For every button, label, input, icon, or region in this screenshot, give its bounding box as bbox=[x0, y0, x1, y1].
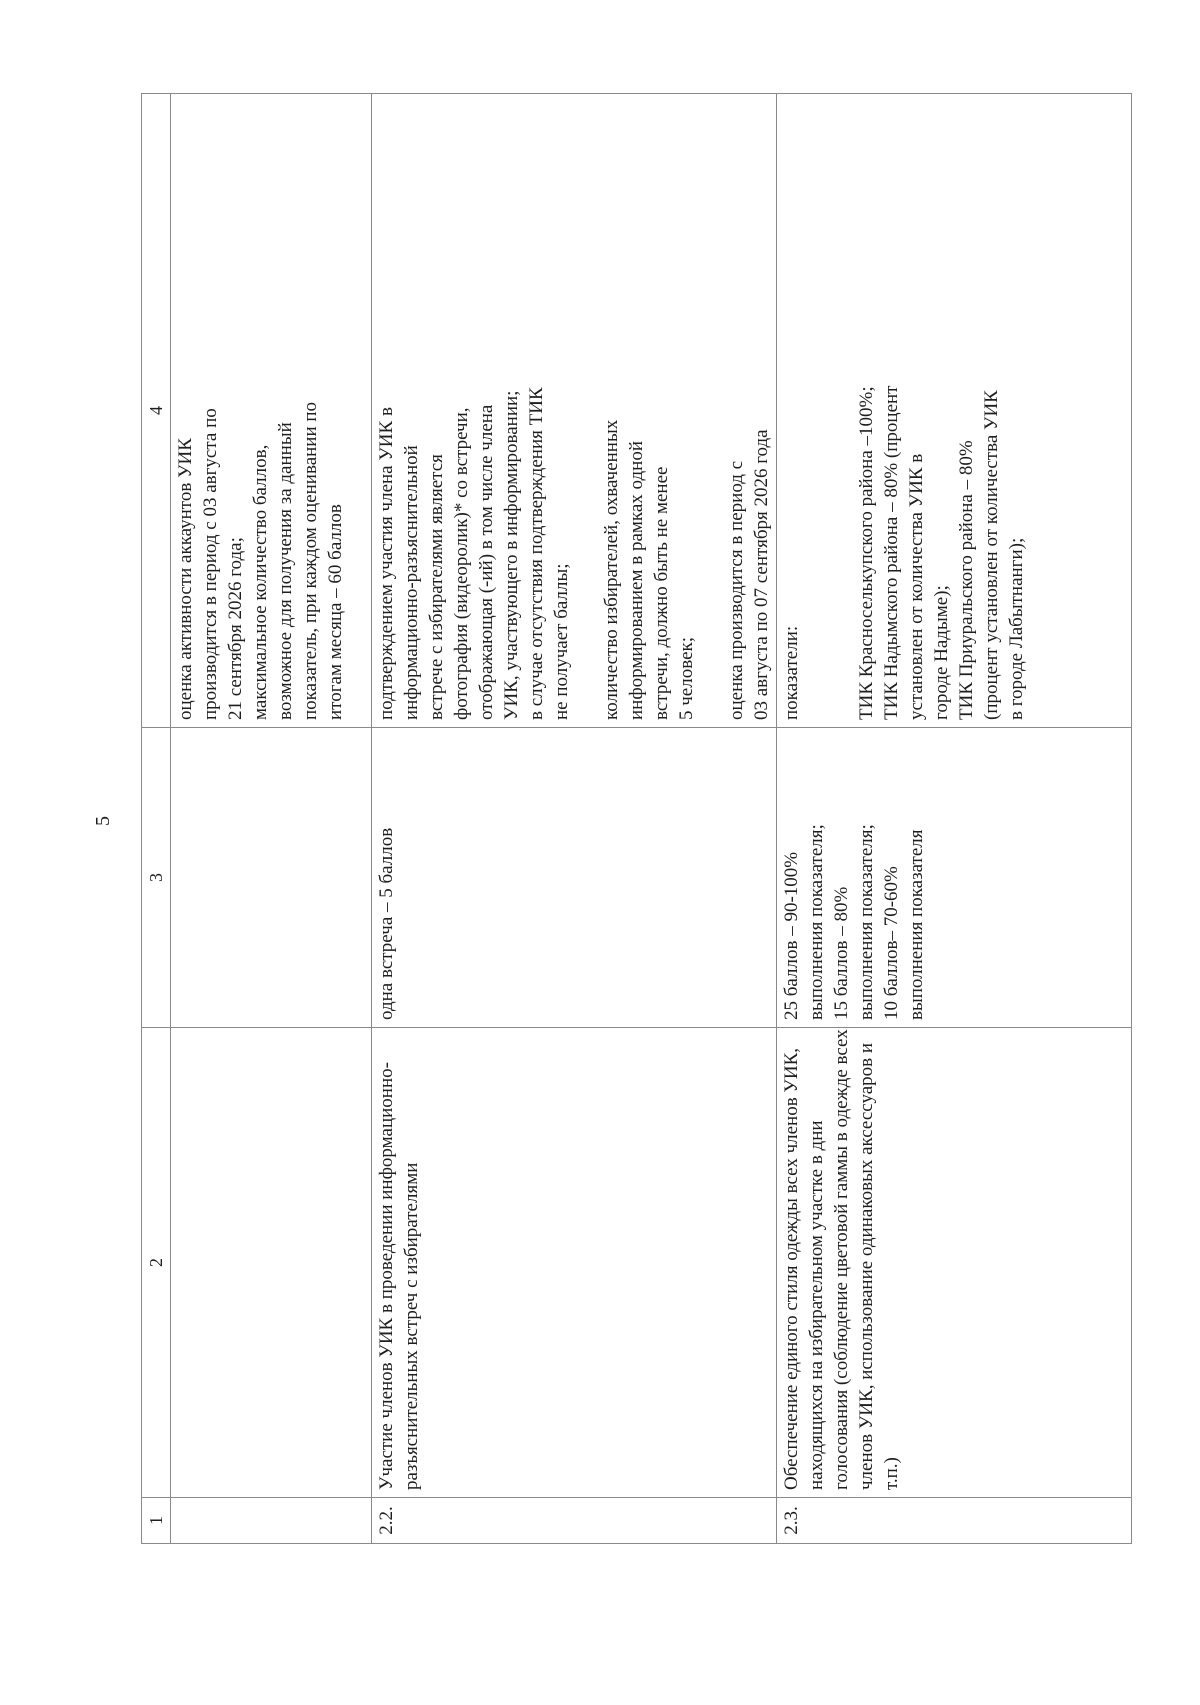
points-line: выполнения показателя; bbox=[856, 824, 877, 1020]
note-line: городе Надыме); bbox=[931, 585, 952, 720]
note-line: информированием в рамках одной bbox=[626, 440, 647, 720]
criterion-line: Участие членов УИК в проведении информационно- bbox=[376, 1062, 397, 1490]
note-line: встрече с избирателями является bbox=[426, 454, 447, 720]
points-line: выполнения показателя bbox=[906, 829, 927, 1020]
note-line: установлен от количества УИК в bbox=[906, 453, 927, 720]
header-col-4: 4 bbox=[142, 94, 171, 728]
note-line: в городе Лабытнанги); bbox=[1006, 537, 1027, 720]
note-line: ТИК Красноселькупского района –100%; bbox=[856, 386, 877, 720]
notes-cell bbox=[372, 94, 777, 728]
row-number bbox=[171, 1498, 372, 1544]
page-number: 5 bbox=[92, 816, 114, 826]
spacer bbox=[829, 101, 854, 720]
points-cell bbox=[777, 728, 1132, 1028]
table-row bbox=[372, 94, 777, 1544]
criterion-line: находящихся на избирательном участке в дни bbox=[806, 1120, 827, 1490]
note-line: итогам месяца – 60 баллов bbox=[325, 504, 346, 720]
note-line: количество избирателей, охваченных bbox=[601, 419, 622, 720]
points-line: выполнения показателя; bbox=[806, 824, 827, 1020]
rotated-page bbox=[141, 94, 1091, 1544]
notes-cell bbox=[777, 94, 1132, 728]
note-line: оценка производится в период с bbox=[726, 460, 747, 720]
note-line: показатель, при каждом оценивании по bbox=[300, 401, 321, 720]
note-line: 21 сентября 2026 года; bbox=[225, 537, 246, 720]
note-line: информационно-разъяснительной bbox=[401, 445, 422, 720]
note-line: показатели: bbox=[781, 625, 802, 720]
points-line: 25 баллов – 90-100% bbox=[781, 851, 802, 1020]
table-row bbox=[777, 94, 1132, 1544]
note-line: не получает баллы; bbox=[551, 563, 572, 720]
points-line: 15 баллов – 80% bbox=[831, 886, 852, 1020]
points-line: одна встреча – 5 баллов bbox=[376, 827, 397, 1020]
note-line: ТИК Приуральского района – 80% bbox=[956, 440, 977, 720]
criterion-line: разъяснительных встреч с избирателями bbox=[401, 1162, 422, 1490]
criterion-cell bbox=[372, 1028, 777, 1498]
criterion-line: т.п.) bbox=[881, 1457, 902, 1490]
header-col-3: 3 bbox=[142, 728, 171, 1028]
note-line: в случае отсутствия подтверждения ТИК bbox=[526, 387, 547, 720]
criteria-table bbox=[141, 93, 1132, 1544]
criterion-line: членов УИК, использование одинаковых аксессуаров и bbox=[856, 1042, 877, 1490]
note-line: 5 человек; bbox=[676, 636, 697, 720]
spacer bbox=[574, 101, 599, 720]
header-col-2: 2 bbox=[142, 1028, 171, 1498]
table-header-row bbox=[142, 94, 171, 1544]
row-number: 2.3. bbox=[777, 1498, 1132, 1544]
criterion-cell bbox=[777, 1028, 1132, 1498]
spacer bbox=[804, 101, 829, 720]
criterion-cell bbox=[171, 1028, 372, 1498]
note-line: оценка активности аккаунтов УИК bbox=[175, 438, 196, 720]
criterion-line: голосования (соблюдение цветовой гаммы в одежде всех bbox=[831, 1029, 852, 1490]
criterion-line: Обеспечение единого стиля одежды всех членов УИК, bbox=[781, 1047, 802, 1490]
note-line: ТИК Надымского района – 80% (процент bbox=[881, 385, 902, 720]
points-cell bbox=[171, 728, 372, 1028]
note-line: фотография (видеоролик)* со встречи, bbox=[451, 407, 472, 720]
note-line: (процент установлен от количества УИК bbox=[981, 390, 1002, 720]
notes-cell bbox=[171, 94, 372, 728]
note-line: 03 августа по 07 сентября 2026 года bbox=[751, 429, 772, 720]
header-col-1: 1 bbox=[142, 1498, 171, 1544]
points-cell bbox=[372, 728, 777, 1028]
note-line: УИК, участвующего в информировании; bbox=[501, 390, 522, 720]
note-line: производится в период с 03 августа по bbox=[200, 408, 221, 720]
note-line: встречи, должно быть не менее bbox=[651, 466, 672, 720]
spacer bbox=[699, 101, 724, 720]
table-row bbox=[171, 94, 372, 1544]
note-line: возможное для получения за данный bbox=[275, 422, 296, 720]
note-line: максимальное количество баллов, bbox=[250, 444, 271, 720]
points-line: 10 баллов– 70-60% bbox=[881, 866, 902, 1020]
row-number: 2.2. bbox=[372, 1498, 777, 1544]
note-line: отображающая (-ий) в том числе члена bbox=[476, 404, 497, 720]
note-line: подтверждением участия члена УИК в bbox=[376, 407, 397, 720]
